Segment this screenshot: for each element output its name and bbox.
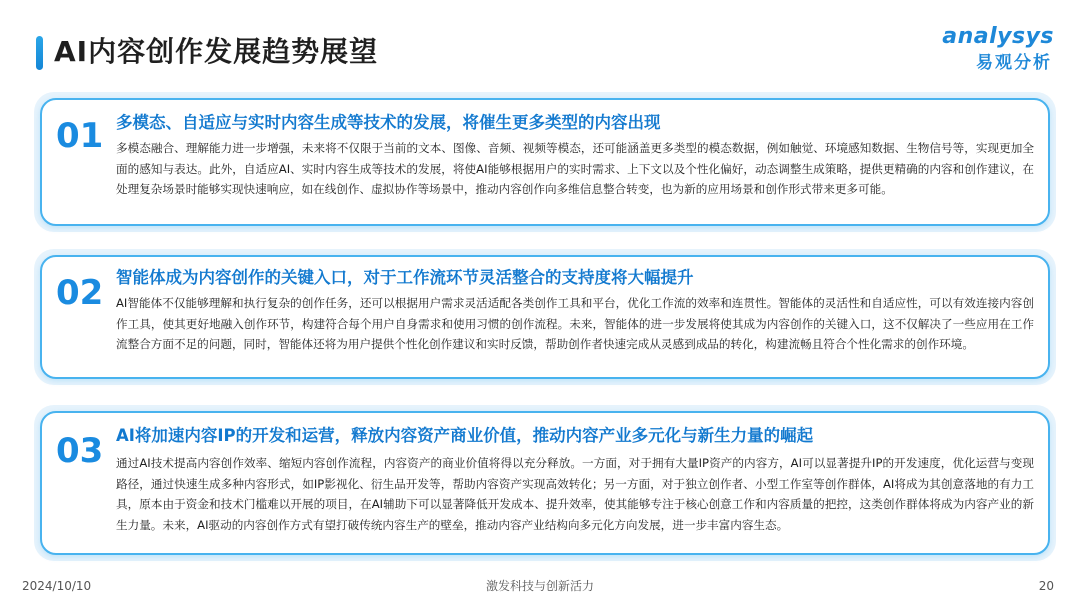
section-card-inner-3 — [40, 411, 1050, 555]
page-number: 20 — [1038, 579, 1054, 593]
logo-text-cn: 易观分析 — [976, 53, 1052, 73]
footer-slogan: 激发科技与创新活力 — [485, 579, 594, 593]
section-body-1: 多模态融合、理解能力进一步增强，未来将不仅限于当前的文本、图像、音频、视频等模态，还可能涵盖更多类型的模态数据，例如触觉、环境感知数据、生物信号等，实现更加全面的感知与表达。此外，自适应AI、实时内容生成等技术的发展，将使AI能够根据用户的实时需求、上下文以及个性化偏好，动态调整生成策略，提供更精确的内容和创作建议，在处理复杂场景时能够实现快速响应，如在线创作、虚拟协作等场景中，推动内容创作向多维信息整合转变，也为新的应用场景和创作形式带来更多可能。 — [116, 141, 1034, 196]
section-heading-1: 多模态、自适应与实时内容生成等技术的发展，将催生更多类型的内容出现 — [116, 113, 661, 132]
footer-date: 2024/10/10 — [22, 579, 92, 593]
section-card-2 — [34, 249, 1056, 385]
analysys-logo — [904, 22, 1054, 82]
logo-text-en: analysys — [942, 24, 1054, 49]
section-body-2: AI智能体不仅能够理解和执行复杂的创作任务，还可以根据用户需求灵活适配各类创作工具和平台，优化工作流的效率和连贯性。智能体的灵活性和自适应性，可以有效连接内容创作工具，使其更好地融入创作环节，构建符合每个用户自身需求和使用习惯的创作流程。未来，智能体的进一步发展将使其成为内容创作的关键入口，这不仅解决了一些应用在工作流整合方面不足的问题，同时，智能体还将为用户提供个性化创作建议和实时反馈，帮助创作者快速完成从灵感到成品的转化，构建流畅且符合个性化需求的创作环境。 — [116, 296, 1034, 351]
section-heading-3: AI将加速内容IP的开发和运营，释放内容资产商业价值，推动内容产业多元化与新生力量的崛起 — [116, 426, 814, 445]
section-body-3: 通过AI技术提高内容创作效率、缩短内容创作流程，内容资产的商业价值将得以充分释放。一方面，对于拥有大量IP资产的内容方，AI可以显著提升IP的开发速度，优化运营与变现路径，通过快速生成多种内容形式，如IP影视化、衍生品开发等，帮助内容资产实现高效转化；另一方面，对于独立创作者、小型工作室等创作群体，AI将成为其创意落地的有力工具，原本由于资金和技术门槛难以开展的项目，在AI辅助下可以显著降低开发成本、提升效率，使其能够专注于核心创意工作和内容质量的把控，这类创作群体将成为内容产业的新生力量。未来，AI驱动的内容创作方式有望打破传统内容生产的壁垒，推动内容产业结构向多元化方向发展，进一步丰富内容生态。 — [116, 456, 1034, 532]
section-card-inner-2 — [40, 255, 1050, 379]
section-number-1: 01 — [56, 116, 104, 156]
section-card-inner-1 — [40, 98, 1050, 226]
section-heading-2: 智能体成为内容创作的关键入口，对于工作流环节灵活整合的支持度将大幅提升 — [116, 268, 694, 287]
section-card-1 — [34, 92, 1056, 232]
section-card-3 — [34, 405, 1056, 561]
section-number-2: 02 — [56, 273, 104, 313]
section-number-3: 03 — [56, 431, 104, 471]
page-title: AI内容创作发展趋势展望 — [54, 35, 379, 68]
title-accent-bar — [36, 36, 43, 70]
